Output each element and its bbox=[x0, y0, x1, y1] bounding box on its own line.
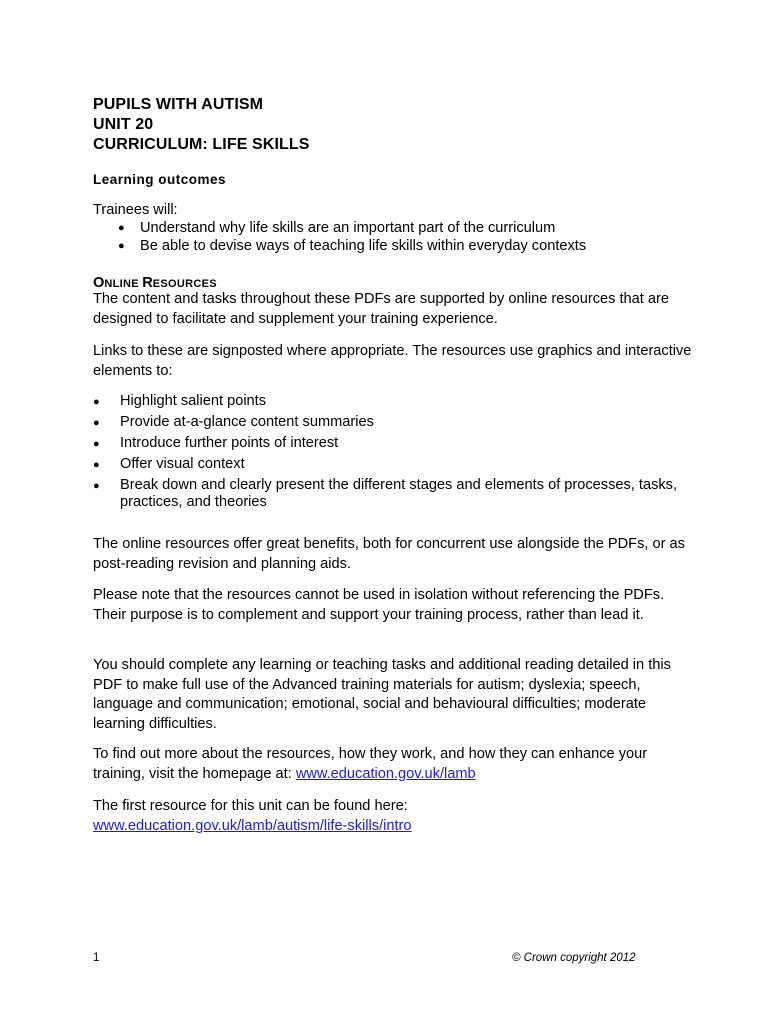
title-line-1: PUPILS WITH AUTISM bbox=[93, 96, 264, 113]
list-item bbox=[93, 456, 693, 473]
bullet-dot-icon: ● bbox=[93, 396, 100, 408]
resources-bullet-list bbox=[93, 393, 693, 515]
homepage-paragraph bbox=[93, 745, 693, 784]
bullet-dot-icon: ● bbox=[118, 240, 125, 252]
heading-part: NLINE bbox=[104, 278, 143, 290]
list-item bbox=[93, 477, 693, 511]
paragraph: Please note that the resources cannot be used in isolation without referencing the PDFs. Their purpose is to complement and support your training process, rather than lead it. bbox=[93, 587, 665, 623]
heading-part: ESOURCES bbox=[152, 278, 217, 290]
list-item bbox=[118, 237, 698, 255]
first-resource-paragraph bbox=[93, 797, 693, 836]
title-line-2: UNIT 20 bbox=[93, 116, 154, 133]
list-item-text: Break down and clearly present the different stages and elements of processes, tasks, practices, and theories bbox=[120, 477, 678, 510]
heading-part: O bbox=[93, 275, 105, 291]
paragraph-text: To find out more about the resources, how they work, and how they can enhance your training, visit the homepage at: bbox=[93, 746, 648, 782]
paragraph: Links to these are signposted where appropriate. The resources use graphics and interactive elements to: bbox=[93, 343, 692, 379]
list-item bbox=[93, 414, 693, 431]
paragraph: The online resources offer great benefits, both for concurrent use alongside the PDFs, or as post-reading revision and planning aids. bbox=[93, 536, 685, 572]
paragraph: You should complete any learning or teaching tasks and additional reading detailed in this PDF to make full use of the Advanced training materials for autism; dyslexia; speech, language and communication; emotional, social and behavioural difficulties; moderate learning difficulties. bbox=[93, 657, 671, 732]
bullet-dot-icon: ● bbox=[118, 222, 125, 234]
copyright-notice: © Crown copyright 2012 bbox=[512, 952, 636, 964]
first-resource-link[interactable]: www.education.gov.uk/lamb/autism/life-skills/intro bbox=[93, 817, 412, 834]
bullet-dot-icon: ● bbox=[93, 438, 100, 450]
learning-outcomes-list bbox=[118, 219, 698, 255]
heading-part: R bbox=[142, 275, 153, 291]
list-item bbox=[118, 219, 698, 237]
list-item bbox=[93, 435, 693, 452]
list-item-text: Be able to devise ways of teaching life skills within everyday contexts bbox=[140, 238, 587, 254]
bullet-dot-icon: ● bbox=[93, 459, 100, 471]
trainees-intro: Trainees will: bbox=[93, 202, 178, 218]
bullet-dot-icon: ● bbox=[93, 417, 100, 429]
list-item-text: Introduce further points of interest bbox=[120, 435, 339, 451]
page-number: 1 bbox=[93, 952, 100, 964]
page-title bbox=[93, 95, 310, 155]
list-item bbox=[93, 393, 693, 410]
learning-outcomes-heading: Learning outcomes bbox=[93, 172, 227, 187]
list-item-text: Provide at-a-glance content summaries bbox=[120, 414, 374, 430]
title-line-3: CURRICULUM: LIFE SKILLS bbox=[93, 136, 310, 153]
paragraph-text: The first resource for this unit can be found here: bbox=[93, 798, 408, 814]
list-item-text: Understand why life skills are an important part of the curriculum bbox=[140, 220, 556, 236]
bullet-dot-icon: ● bbox=[93, 480, 100, 492]
list-item-text: Offer visual context bbox=[120, 456, 245, 472]
list-item-text: Highlight salient points bbox=[120, 393, 267, 409]
paragraph: The content and tasks throughout these PDFs are supported by online resources that are designed to facilitate and supplement your training experience. bbox=[93, 291, 669, 327]
homepage-link[interactable]: www.education.gov.uk/lamb bbox=[295, 765, 476, 782]
